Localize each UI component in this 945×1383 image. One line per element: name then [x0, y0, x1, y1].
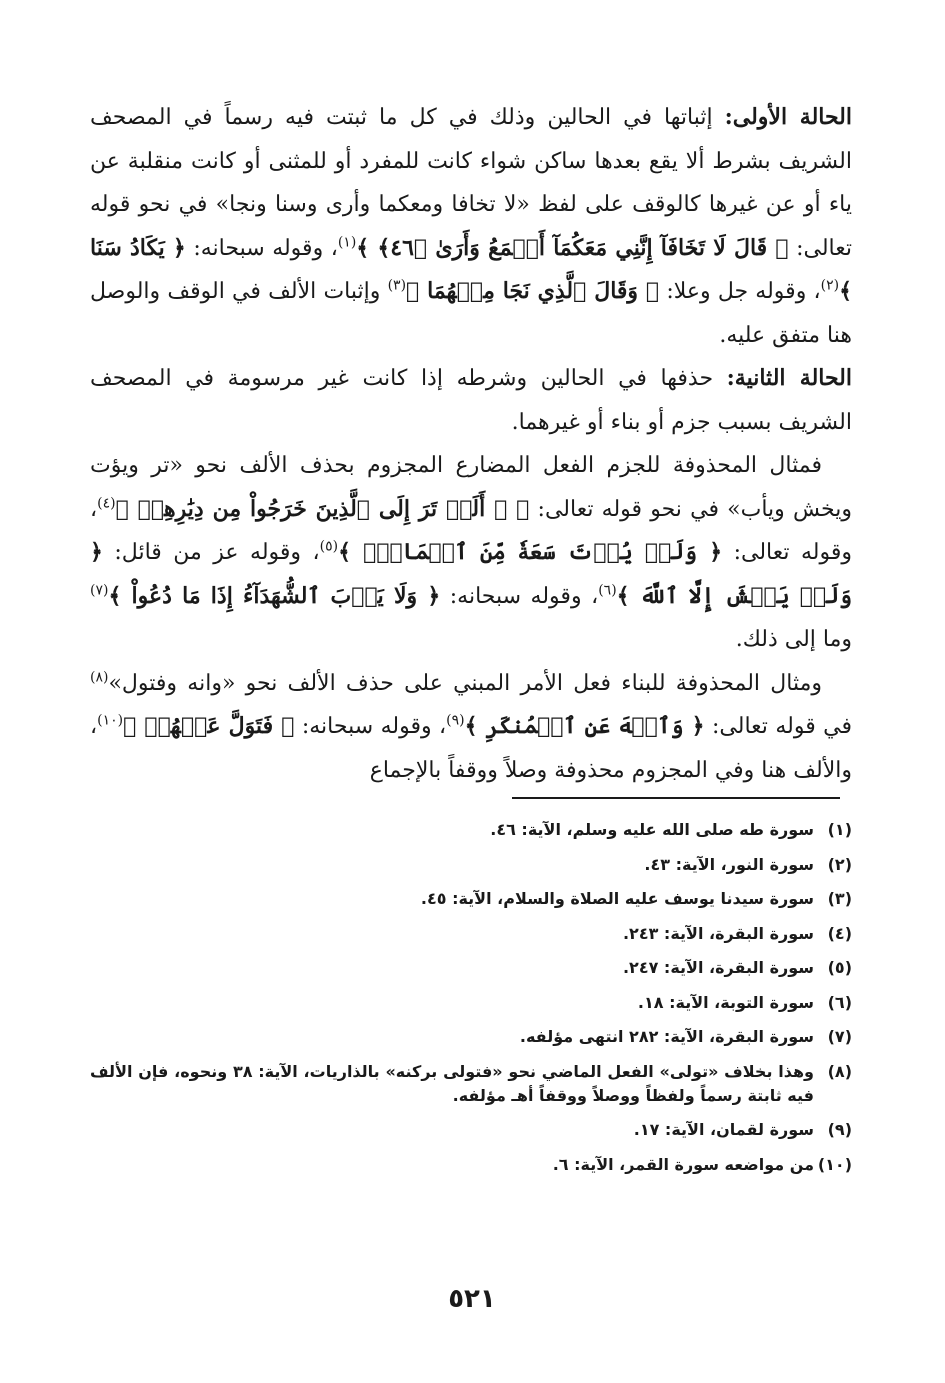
footnote-number: (٧): [827, 1027, 852, 1046]
quran-verse: ﴿ وَلَمۡ يَخۡشَ إِلَّا ٱللَّهَ ﴾: [90, 539, 852, 609]
footnote-text: سورة طه صلى الله عليه وسلم، الآية: ٤٦.: [490, 820, 814, 839]
footnote-number: (٨): [827, 1061, 852, 1081]
footnote-text: سورة التوبة، الآية: ١٨.: [637, 992, 814, 1012]
quran-verse: ﴿ وَلَا يَأۡبَ ٱلشُّهَدَآءُ إِذَا مَا دُعُواْ ﴾: [108, 582, 441, 609]
quran-verse: ﴿ وَلَمۡ يُؤۡتَ سَعَةٗ مِّنَ ٱلۡمَالِۚ ﴾: [338, 539, 723, 565]
footnote-item: [90, 922, 852, 946]
footnote-ref[interactable]: (٥): [319, 538, 339, 555]
footnote-text: سورة البقرة، الآية: ٢٤٧.: [622, 958, 814, 977]
quran-verse: ﴿ ۞ أَلَمۡ تَرَ إِلَى ٱلَّذِينَ خَرَجُواْ مِن دِيَٰرِهِمۡ ﴾: [115, 495, 530, 522]
paragraph-second-case: [90, 357, 852, 444]
footnote-item: [90, 956, 852, 980]
quran-verse: ﴿ يَكَادُ سَنَا ﴾: [90, 234, 852, 304]
footnote-number: (٢): [827, 854, 852, 874]
footnote-text: سورة النور، الآية: ٤٣.: [644, 854, 814, 874]
text-run: ، وقوله سبحانه:: [440, 583, 599, 609]
text-run: ، وقوله جل وعلا:: [659, 279, 821, 304]
text-run: ، وقوله تعالى:: [90, 496, 852, 565]
footnote-ref[interactable]: (٤): [97, 495, 116, 512]
footnote-item: [90, 1118, 852, 1142]
footnote-item: [90, 1025, 852, 1049]
text-run: حذفها في الحالين وشرطه إذا كانت غير مرسومة في المصحف الشريف بسبب جزم أو بناء أو غيرهما.: [90, 366, 852, 435]
footnote-item: [90, 887, 852, 911]
first-case-heading: الحالة الأولى:: [724, 104, 853, 130]
footnote-ref[interactable]: (٧): [90, 582, 109, 599]
text-run: وما إلى ذلك.: [735, 627, 852, 652]
page-number: ٥٢١: [448, 1284, 496, 1314]
quran-verse: ﴿ وَٱنۡهَ عَنِ ٱلۡمُنكَرِ ﴾: [464, 713, 705, 739]
footnote-text: من مواضعه سورة القمر، الآية: ٦.: [552, 1154, 814, 1174]
text-run: ، وقوله سبحانه:: [294, 714, 447, 739]
footnote-ref[interactable]: (٣): [387, 277, 407, 294]
footnote-ref[interactable]: (٨): [90, 669, 109, 686]
quran-verse: ﴿ قَالَ لَا تَخَافَآ إِنَّنِي مَعَكُمَآ أَسۡمَعُ وَأَرَىٰ ﴿٤٦﴾ ﴾: [356, 234, 789, 261]
footnote-number: (٤): [827, 923, 852, 943]
text-run: وإثبات الألف في الوقف والوصل هنا متفق عليه.: [90, 279, 852, 348]
text-run: إثباتها في الحالين وذلك في كل ما ثبتت فيه رسماً في المصحف الشريف بشرط ألا يقع بعدها ساكن شواء كانت للمفرد أو للمثنى أو كانت منقلبة عن ياء أو عن غيرها كالوقف على لفظ «لا تخافا ومعكما وأرى وسنا ونجا» في نحو قوله تعالى:: [90, 105, 852, 261]
footnotes-list: [90, 818, 852, 1187]
footnote-item: [90, 1153, 852, 1177]
footnote-ref[interactable]: (١٠): [97, 712, 124, 729]
footnote-number: (٦): [827, 992, 852, 1012]
paragraph-first-case: [90, 96, 852, 357]
footnote-number: (٩): [827, 1120, 852, 1139]
quran-verse: ﴿ وَقَالَ ٱلَّذِي نَجَا مِنۡهُمَا ﴾: [406, 278, 660, 304]
paragraph-jazm-examples: [90, 444, 852, 662]
footnote-ref[interactable]: (١): [337, 234, 357, 251]
footnote-ref[interactable]: (٩): [446, 712, 465, 729]
text-run: ، وقوله سبحانه:: [185, 235, 338, 261]
footnote-ref[interactable]: (٢): [820, 277, 840, 294]
footnote-text: وهذا بخلاف «تولى» الفعل الماضي نحو «فتولى بركنه» بالذاريات، الآية: ٣٨ ونحوه، فإن الألف فيه ثابتة رسماً ولفظاً ووصلاً ووقفاً أهـ مؤلفه.: [90, 1061, 814, 1105]
footnote-item: [90, 818, 852, 842]
text-run: في قوله تعالى:: [704, 714, 853, 739]
text-run: ومثال المحذوفة للبناء فعل الأمر المبني على حذف الألف نحو «وانه وفتول»: [108, 670, 822, 696]
footnote-ref[interactable]: (٦): [598, 582, 617, 599]
footnote-text: سورة البقرة، الآية: ٢٨٢ انتهى مؤلفه.: [519, 1027, 814, 1046]
footnote-item: [90, 991, 852, 1015]
text-run: فمثال المحذوفة للجزم الفعل المضارع المجزوم بحذف الألف نحو «تر ويؤت ويخش ويأب» في نحو قوله تعالى:: [90, 453, 852, 522]
footnote-separator: [512, 797, 840, 799]
footnote-text: سورة لقمان، الآية: ١٧.: [633, 1120, 814, 1139]
footnote-number: (١): [827, 820, 852, 839]
footnote-item: [90, 1060, 852, 1108]
footnote-number: (٥): [827, 958, 852, 977]
text-run: ، والألف هنا وفي المجزوم محذوفة وصلاً ووقفاً بالإجماع: [90, 714, 852, 783]
paragraph-bina-examples: [90, 662, 852, 793]
footnote-item: [90, 853, 852, 877]
quran-verse: ﴿ فَتَوَلَّ عَنۡهُمۡ ﴾: [123, 713, 295, 739]
footnote-number: (٣): [827, 889, 852, 908]
footnote-text: سورة البقرة، الآية: ٢٤٣.: [622, 923, 814, 943]
text-run: ، وقوله عز من قائل:: [102, 540, 320, 565]
second-case-heading: الحالة الثانية:: [726, 365, 852, 391]
footnote-text: سورة سيدنا يوسف عليه الصلاة والسلام، الآية: ٤٥.: [420, 889, 814, 908]
main-text: [90, 96, 852, 792]
footnote-number: (١٠): [817, 1154, 852, 1174]
